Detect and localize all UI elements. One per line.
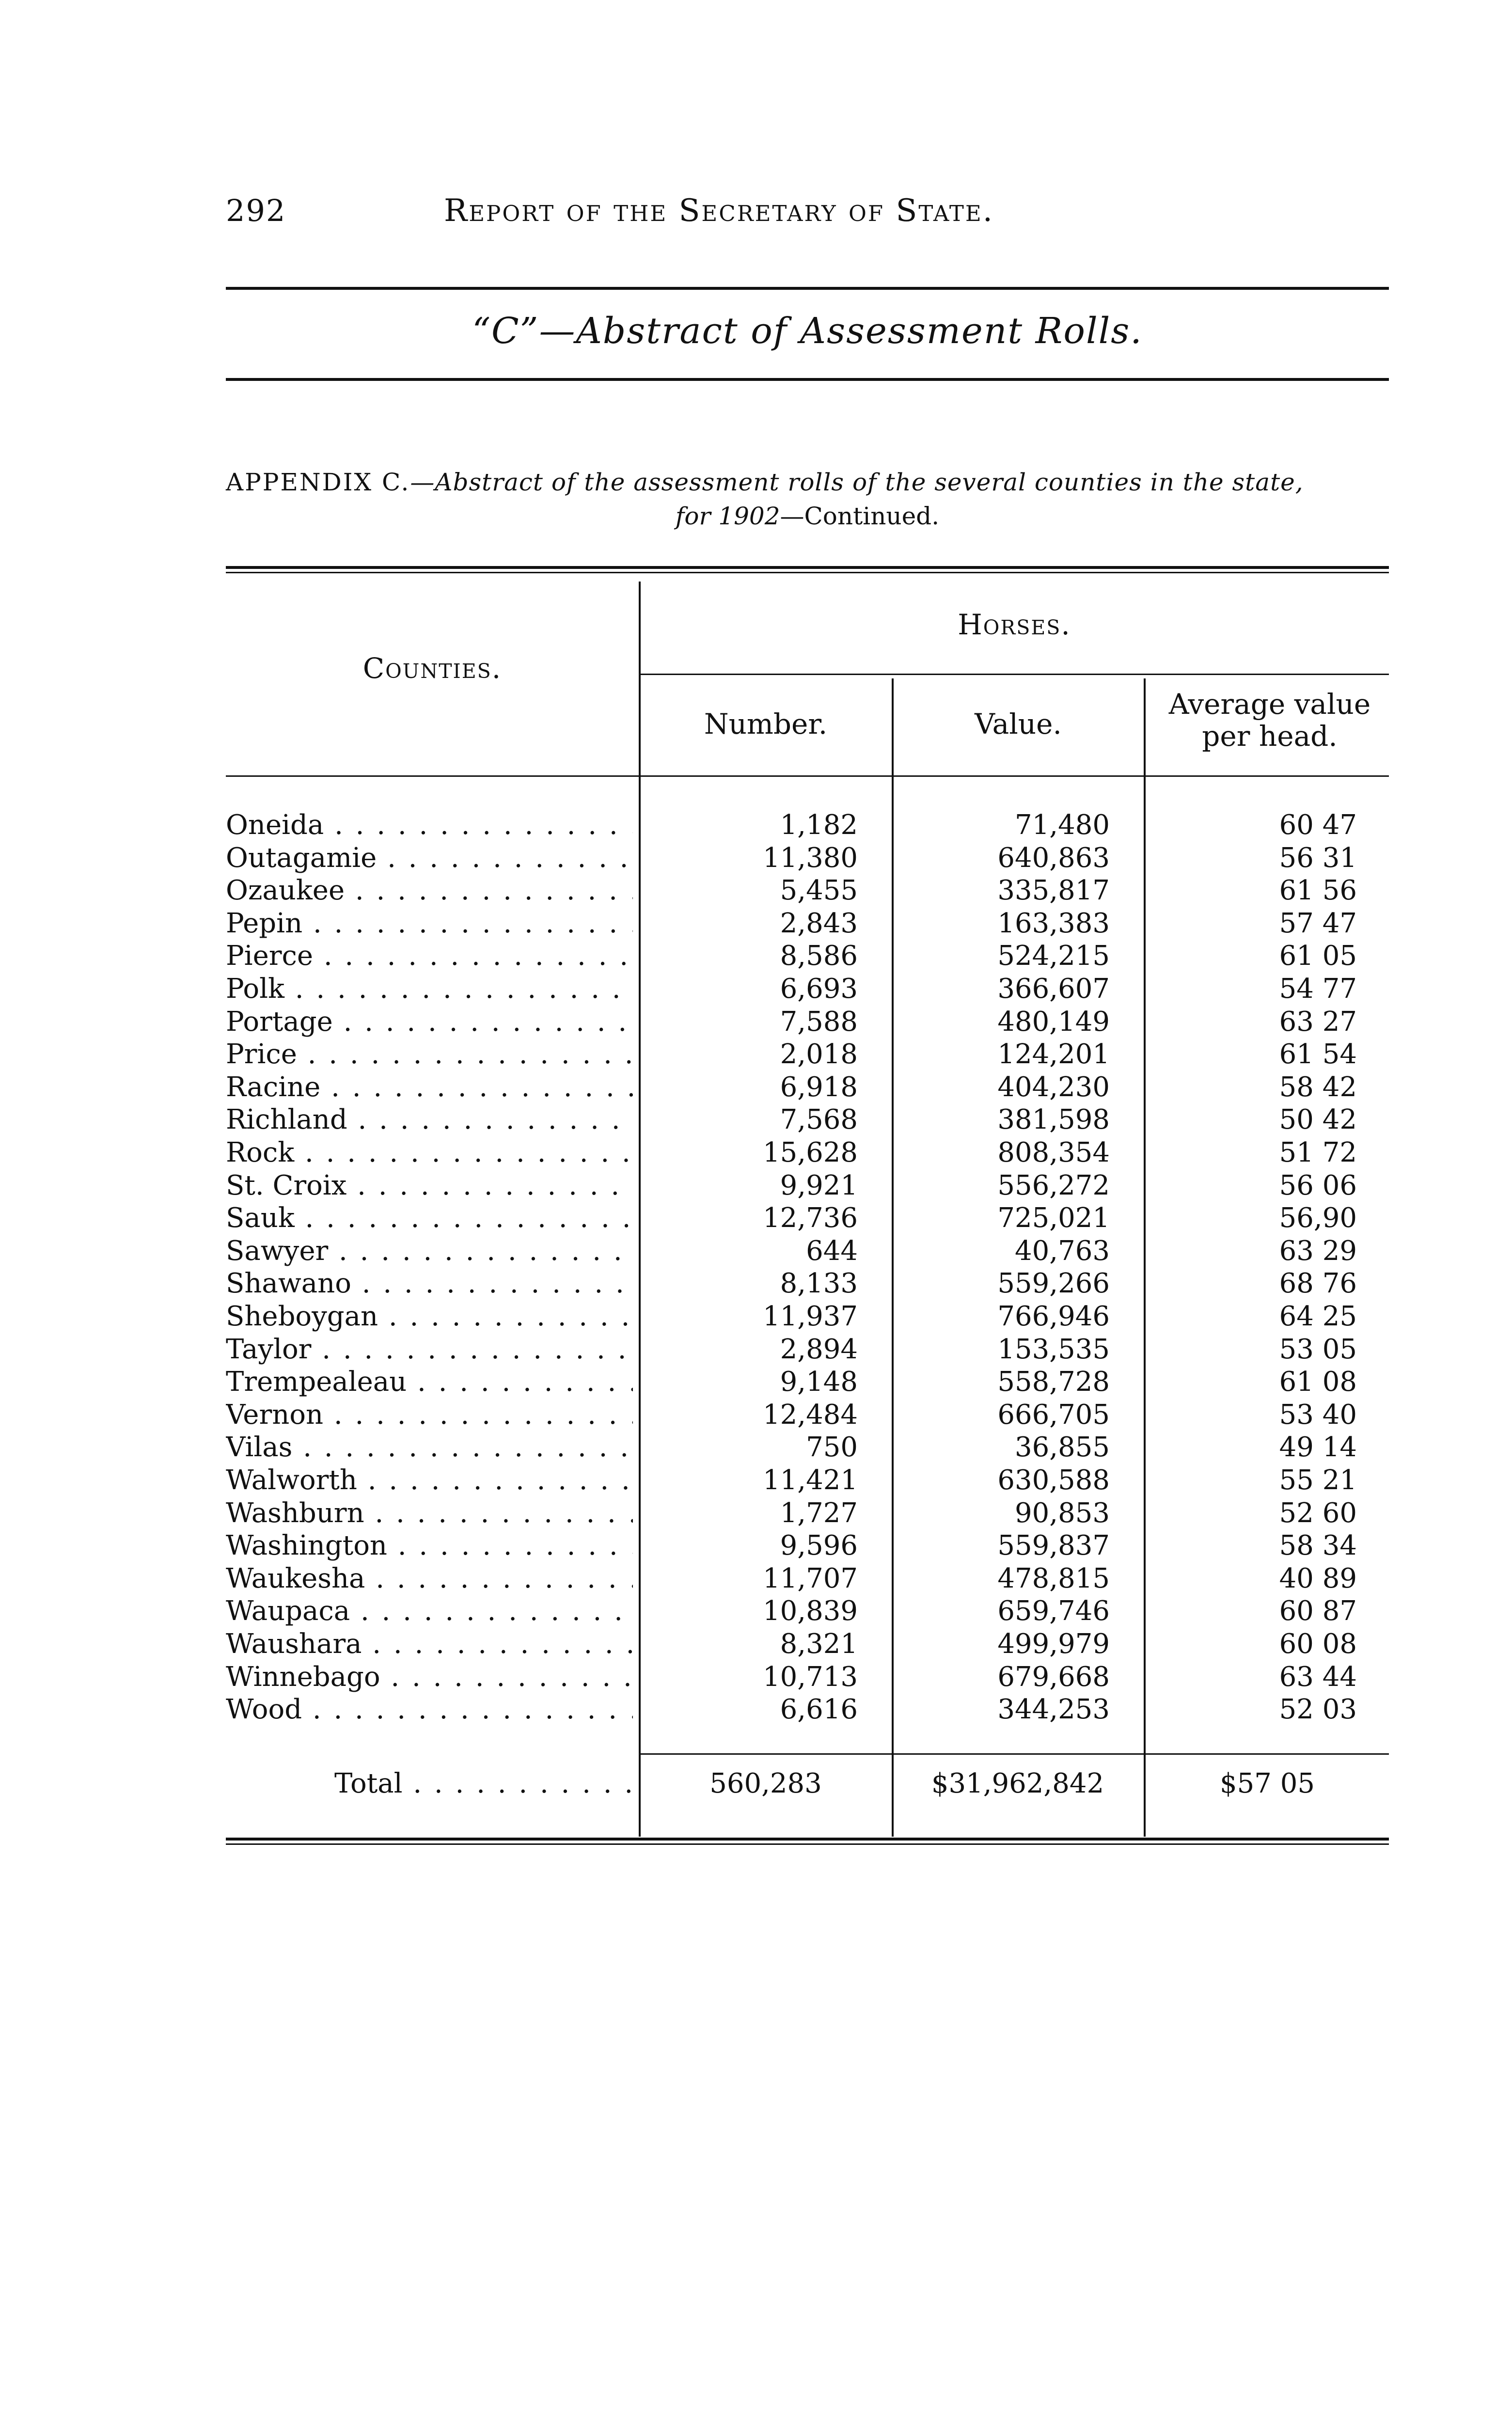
average-value: 53 40	[1279, 1399, 1357, 1431]
county-name: Shawano . . .	[226, 1268, 633, 1299]
horse-value: 478,815	[997, 1563, 1110, 1594]
average-value: 63 29	[1279, 1235, 1357, 1267]
horse-value: 124,201	[997, 1038, 1110, 1070]
horse-value: 344,253	[997, 1694, 1110, 1725]
top-rule	[226, 287, 1389, 290]
county-name: St. Croix . . .	[226, 1170, 633, 1201]
horse-number: 8,133	[780, 1268, 858, 1299]
county-name: Rock . . .	[226, 1137, 633, 1168]
county-name: Trempealeau . . .	[226, 1366, 633, 1398]
county-name: Walworth . . .	[226, 1464, 633, 1496]
average-value: 55 21	[1279, 1464, 1357, 1496]
horse-value: 335,817	[997, 875, 1110, 906]
col-header-counties: Counties.	[362, 652, 502, 685]
average-value: 61 05	[1279, 940, 1357, 972]
horse-value: 163,383	[997, 908, 1110, 939]
page-number: 292	[226, 193, 286, 228]
average-value: 51 72	[1279, 1137, 1357, 1168]
county-name: Price . . .	[226, 1038, 633, 1070]
average-value: 60 87	[1279, 1595, 1357, 1627]
average-value: 64 25	[1279, 1301, 1357, 1332]
horse-number: 12,736	[763, 1202, 858, 1234]
average-value: 60 47	[1279, 809, 1357, 841]
county-name: Ozaukee . . .	[226, 875, 633, 906]
horse-number: 2,843	[780, 908, 858, 939]
horse-number: 10,839	[763, 1595, 858, 1627]
total-rule	[640, 1753, 1389, 1755]
average-value: 54 77	[1279, 973, 1357, 1005]
caption-lead: APPENDIX C.	[226, 468, 410, 496]
horse-number: 644	[806, 1235, 858, 1267]
county-name: Vilas . . .	[226, 1432, 633, 1463]
county-name: Winnebago . . .	[226, 1661, 633, 1693]
total-average: $57 05	[1220, 1768, 1315, 1799]
county-name: Racine . . .	[226, 1071, 633, 1103]
average-value: 52 60	[1279, 1497, 1357, 1529]
average-value: 60 08	[1279, 1628, 1357, 1660]
horse-number: 12,484	[763, 1399, 858, 1431]
county-name: Pepin . . .	[226, 908, 633, 939]
horse-number: 750	[806, 1432, 858, 1463]
running-title: Report of the Secretary of State.	[444, 193, 994, 229]
average-value: 56,90	[1279, 1202, 1357, 1234]
page-header	[226, 193, 1389, 246]
average-value: 50 42	[1279, 1104, 1357, 1135]
horse-number: 6,616	[780, 1694, 858, 1725]
average-value: 58 34	[1279, 1530, 1357, 1561]
county-name: Richland . . .	[226, 1104, 633, 1135]
average-value: 56 31	[1279, 842, 1357, 874]
horse-value: 404,230	[997, 1071, 1110, 1103]
horse-value: 71,480	[1015, 809, 1110, 841]
horse-value: 558,728	[997, 1366, 1110, 1398]
caption-year: for 1902	[675, 502, 780, 530]
average-value: 57 47	[1279, 908, 1357, 939]
horse-number: 11,937	[763, 1301, 858, 1332]
horse-value: 480,149	[997, 1006, 1110, 1038]
county-name: Outagamie . . .	[226, 842, 633, 874]
horse-number: 6,693	[780, 973, 858, 1005]
col-divider-1	[639, 582, 641, 1837]
county-name: Washburn . . .	[226, 1497, 633, 1529]
group-header-horses: Horses.	[958, 608, 1071, 641]
horse-value: 499,979	[997, 1628, 1110, 1660]
horse-number: 7,588	[780, 1006, 858, 1038]
horse-number: 11,707	[763, 1563, 858, 1594]
horse-value: 679,668	[997, 1661, 1110, 1693]
table-bottom-rule-thin	[226, 1843, 1389, 1845]
average-value: 56 06	[1279, 1170, 1357, 1201]
average-value: 40 89	[1279, 1563, 1357, 1594]
average-value: 68 76	[1279, 1268, 1357, 1299]
average-value: 63 44	[1279, 1661, 1357, 1693]
horse-number: 6,918	[780, 1071, 858, 1103]
col-divider-2	[892, 678, 894, 1837]
horse-number: 8,586	[780, 940, 858, 972]
horse-value: 630,588	[997, 1464, 1110, 1496]
horse-number: 1,727	[780, 1497, 858, 1529]
average-value: 61 56	[1279, 875, 1357, 906]
col-header-average: Average value per head.	[1168, 688, 1371, 753]
section-title: “C”—Abstract of Assessment Rolls.	[472, 310, 1143, 352]
title-rule	[226, 378, 1389, 381]
horse-value: 36,855	[1015, 1432, 1110, 1463]
horse-value: 153,535	[997, 1334, 1110, 1365]
county-name: Washington . . .	[226, 1530, 633, 1561]
horse-value: 366,607	[997, 973, 1110, 1005]
average-value: 49 14	[1279, 1432, 1357, 1463]
horse-number: 15,628	[763, 1137, 858, 1168]
col-header-number: Number.	[704, 708, 828, 740]
header-bottom-rule	[226, 775, 1389, 777]
horse-number: 8,321	[780, 1628, 858, 1660]
horse-value: 640,863	[997, 842, 1110, 874]
horse-number: 1,182	[780, 809, 858, 841]
county-name: Waupaca . . .	[226, 1595, 633, 1627]
average-value: 63 27	[1279, 1006, 1357, 1038]
average-value: 61 54	[1279, 1038, 1357, 1070]
horse-value: 524,215	[997, 940, 1110, 972]
horse-number: 2,018	[780, 1038, 858, 1070]
horse-value: 559,266	[997, 1268, 1110, 1299]
horse-number: 10,713	[763, 1661, 858, 1693]
county-name: Taylor . . .	[226, 1334, 633, 1365]
horse-number: 9,148	[780, 1366, 858, 1398]
horse-value: 766,946	[997, 1301, 1110, 1332]
county-name: Sauk . . .	[226, 1202, 633, 1234]
horse-number: 9,921	[780, 1170, 858, 1201]
horse-value: 725,021	[997, 1202, 1110, 1234]
total-number: 560,283	[709, 1768, 822, 1799]
caption-text: —Abstract of the assessment rolls of the several counties in the state,	[410, 468, 1304, 496]
caption-continued: —Continued.	[780, 502, 940, 530]
county-name: Vernon . . .	[226, 1399, 633, 1431]
horse-value: 381,598	[997, 1104, 1110, 1135]
horse-value: 40,763	[1015, 1235, 1110, 1267]
horse-number: 2,894	[780, 1334, 858, 1365]
horse-value: 556,272	[997, 1170, 1110, 1201]
county-name: Sawyer . . .	[226, 1235, 633, 1267]
horse-value: 808,354	[997, 1137, 1110, 1168]
horse-value: 666,705	[997, 1399, 1110, 1431]
table-caption	[226, 465, 1389, 533]
county-name: Wood . . .	[226, 1694, 633, 1725]
county-name: Sheboygan . . .	[226, 1301, 633, 1332]
total-value: $31,962,842	[931, 1768, 1104, 1799]
horse-number: 11,421	[763, 1464, 858, 1496]
group-header-rule	[640, 674, 1389, 675]
average-value: 61 08	[1279, 1366, 1357, 1398]
table-top-rule	[226, 566, 1389, 569]
average-value: 52 03	[1279, 1694, 1357, 1725]
average-value: 58 42	[1279, 1071, 1357, 1103]
total-label: Total . . .	[334, 1768, 635, 1799]
county-name: Polk . . .	[226, 973, 633, 1005]
county-name: Waukesha . . .	[226, 1563, 633, 1594]
horse-value: 90,853	[1015, 1497, 1110, 1529]
horse-number: 11,380	[763, 842, 858, 874]
horse-number: 9,596	[780, 1530, 858, 1561]
table-top-rule-thin	[226, 572, 1389, 573]
county-name: Pierce . . .	[226, 940, 633, 972]
col-divider-3	[1144, 678, 1146, 1837]
county-name: Waushara . . .	[226, 1628, 633, 1660]
county-name: Portage . . .	[226, 1006, 633, 1038]
horse-value: 659,746	[997, 1595, 1110, 1627]
horse-value: 559,837	[997, 1530, 1110, 1561]
horse-number: 7,568	[780, 1104, 858, 1135]
table-bottom-rule	[226, 1838, 1389, 1841]
horse-number: 5,455	[780, 875, 858, 906]
average-value: 53 05	[1279, 1334, 1357, 1365]
col-header-value: Value.	[975, 708, 1062, 740]
county-name: Oneida . . .	[226, 809, 633, 841]
